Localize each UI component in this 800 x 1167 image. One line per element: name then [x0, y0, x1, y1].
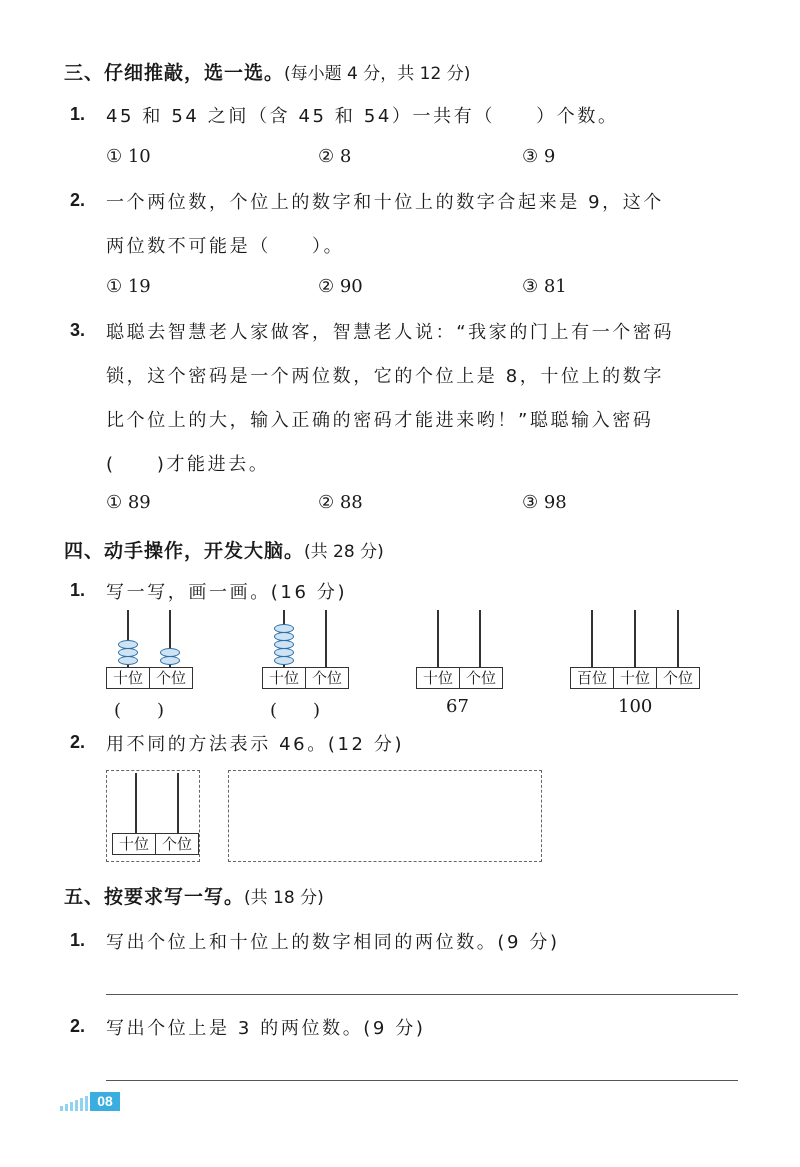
q5-2-number: 2.	[70, 1016, 86, 1036]
place-label-ones: 个位	[149, 668, 192, 688]
q4-1-number: 1.	[70, 580, 86, 600]
abacus-e	[110, 773, 196, 857]
answer-box-other-method[interactable]	[228, 770, 542, 862]
decoration-bar	[70, 1102, 73, 1111]
q3-3-line-2: 锁，这个密码是一个两位数，它的个位上是 8，十位上的数字	[106, 366, 664, 387]
q3-3-number: 3.	[70, 320, 86, 340]
decoration-bar	[60, 1106, 63, 1111]
abacus-b-ones-rod	[325, 610, 327, 667]
abacus-c-number: 67	[446, 696, 469, 717]
abacus-c-ones-rod	[479, 610, 481, 667]
decoration-bar	[85, 1096, 88, 1111]
place-label-tens: 十位	[422, 669, 453, 687]
abacus-bead	[160, 656, 180, 665]
abacus-a	[106, 610, 192, 690]
q3-2-number: 2.	[70, 190, 86, 210]
q3-1-text: 45 和 54 之间（含 45 和 54）一共有（ ）个数。	[106, 106, 619, 127]
q3-1-number: 1.	[70, 104, 86, 124]
q4-2-number: 2.	[70, 732, 86, 752]
abacus-d-hundreds-rod	[591, 610, 593, 667]
place-label-tens: 十位	[268, 669, 299, 687]
section-4-note: (共 28 分)	[304, 542, 384, 562]
decoration-bar	[65, 1104, 68, 1111]
abacus-e-ones-rod	[177, 773, 179, 833]
q3-2-line-1: 一个两位数，个位上的数字和十位上的数字合起来是 9，这个	[106, 192, 664, 213]
section-3-heading	[64, 58, 470, 85]
abacus-bead	[118, 656, 138, 665]
section-4-title: 四、动手操作，开发大脑。	[64, 540, 305, 562]
abacus-b	[262, 610, 348, 690]
section-3-title: 三、仔细推敲，选一选。	[64, 62, 285, 84]
decoration-bar	[80, 1098, 83, 1111]
q3-1-option-3: ③ 9	[522, 146, 556, 167]
section-5-note: (共 18 分)	[244, 888, 324, 908]
q3-3-option-1: ① 89	[106, 492, 151, 513]
q3-2-option-2: ② 90	[318, 276, 363, 297]
place-label-tens: 十位	[118, 835, 149, 853]
abacus-e-tens-rod	[135, 773, 137, 833]
place-label-ones: 个位	[305, 668, 348, 688]
q3-2-option-1: ① 19	[106, 276, 151, 297]
q4-2-text: 用不同的方法表示 46。(12 分)	[106, 734, 405, 755]
place-label-ones: 个位	[155, 834, 198, 854]
q3-1-option-1: ① 10	[106, 146, 151, 167]
section-3-note: (每小题 4 分，共 12 分)	[284, 64, 471, 84]
q5-2-text: 写出个位上是 3 的两位数。(9 分)	[106, 1018, 426, 1039]
place-label-tens: 十位	[112, 669, 143, 687]
abacus-a-answer-blank: ( )	[114, 700, 165, 721]
abacus-b-answer-blank: ( )	[270, 700, 321, 721]
section-4-heading	[64, 536, 384, 563]
abacus-a-base	[106, 667, 193, 689]
q3-2-option-3: ③ 81	[522, 276, 567, 297]
q3-3-option-2: ② 88	[318, 492, 363, 513]
abacus-d	[570, 610, 700, 690]
abacus-d-ones-rod	[677, 610, 679, 667]
q3-1-option-2: ② 8	[318, 146, 352, 167]
q3-3-line-3: 比个位上的大，输入正确的密码才能进来哟！”聪聪输入密码	[106, 410, 654, 431]
abacus-d-base	[570, 667, 700, 689]
q5-1-text: 写出个位上和十位上的数字相同的两位数。(9 分)	[106, 932, 560, 953]
section-5-title: 五、按要求写一写。	[64, 886, 245, 908]
abacus-c-tens-rod	[437, 610, 439, 667]
q3-3-option-3: ③ 98	[522, 492, 567, 513]
abacus-b-base	[262, 667, 349, 689]
abacus-c	[416, 610, 502, 690]
decoration-bar	[75, 1100, 78, 1111]
abacus-d-tens-rod	[634, 610, 636, 667]
abacus-d-number: 100	[618, 696, 653, 717]
section-5-heading	[64, 882, 324, 909]
place-label-ones: 个位	[459, 668, 502, 688]
q3-3-line-4: ( )才能进去。	[106, 454, 270, 475]
place-label-tens: 十位	[613, 668, 656, 688]
page-number: 08	[90, 1092, 120, 1111]
abacus-c-base	[416, 667, 503, 689]
abacus-bead	[274, 656, 294, 665]
answer-line-2[interactable]	[106, 1080, 738, 1081]
abacus-e-base	[112, 833, 199, 855]
place-label-hundreds: 百位	[576, 669, 607, 687]
q3-2-line-2: 两位数不可能是（ ）。	[106, 236, 345, 257]
answer-box-abacus[interactable]	[106, 770, 200, 862]
place-label-ones: 个位	[656, 668, 699, 688]
answer-line-1[interactable]	[106, 994, 738, 995]
q3-3-line-1: 聪聪去智慧老人家做客，智慧老人说：“我家的门上有一个密码	[106, 322, 675, 343]
q5-1-number: 1.	[70, 930, 86, 950]
q4-1-text: 写一写，画一画。(16 分)	[106, 582, 348, 603]
